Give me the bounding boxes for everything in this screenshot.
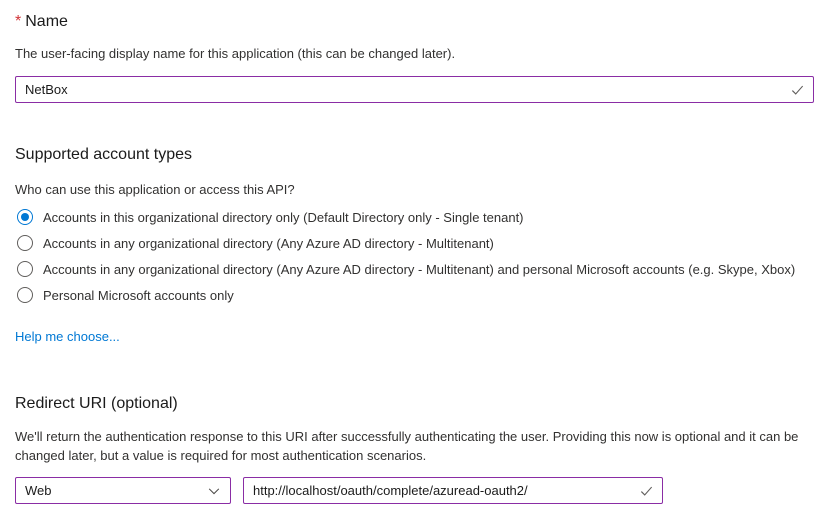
name-input[interactable] [15, 76, 814, 103]
redirect-uri-description: We'll return the authentication response to this URI after successfully authenticating the user. Providing this now is optional and it can be changed later, but a value is required for most authentication scenarios. [15, 429, 799, 463]
redirect-uri-row [15, 477, 814, 504]
radio-button-icon [17, 209, 33, 225]
platform-dropdown-value: Web [25, 483, 52, 498]
radio-button-icon [17, 287, 33, 303]
name-input-wrap [15, 76, 814, 103]
redirect-uri-title: Redirect URI (optional) [15, 395, 178, 412]
radio-option-label: Accounts in any organizational directory (Any Azure AD directory - Multitenant) and personal Microsoft accounts (e.g. Skype, Xbox) [43, 261, 796, 277]
required-asterisk: * [15, 13, 22, 30]
radio-option-label: Personal Microsoft accounts only [43, 287, 234, 303]
radio-option-multitenant[interactable] [15, 230, 814, 256]
radio-option-personal-only[interactable] [15, 282, 814, 308]
chevron-down-icon [207, 484, 221, 498]
radio-option-label: Accounts in any organizational directory (Any Azure AD directory - Multitenant) [43, 235, 494, 251]
name-description: The user-facing display name for this application (this can be changed later). [15, 46, 456, 61]
name-section-title [15, 12, 814, 32]
name-section-title-text: Name [25, 13, 68, 30]
platform-dropdown[interactable] [15, 477, 231, 504]
radio-option-multitenant-personal[interactable] [15, 256, 814, 282]
radio-button-icon [17, 235, 33, 251]
redirect-uri-input-wrap [243, 477, 663, 504]
help-me-choose-link[interactable]: Help me choose... [15, 329, 120, 344]
redirect-uri-input[interactable] [243, 477, 663, 504]
radio-option-single-tenant[interactable] [15, 204, 814, 230]
radio-button-icon [17, 261, 33, 277]
account-types-radio-group [15, 204, 814, 308]
account-types-question: Who can use this application or access this API? [15, 182, 295, 197]
account-types-title: Supported account types [15, 146, 193, 163]
radio-option-label: Accounts in this organizational directory only (Default Directory only - Single tenant) [43, 209, 524, 225]
